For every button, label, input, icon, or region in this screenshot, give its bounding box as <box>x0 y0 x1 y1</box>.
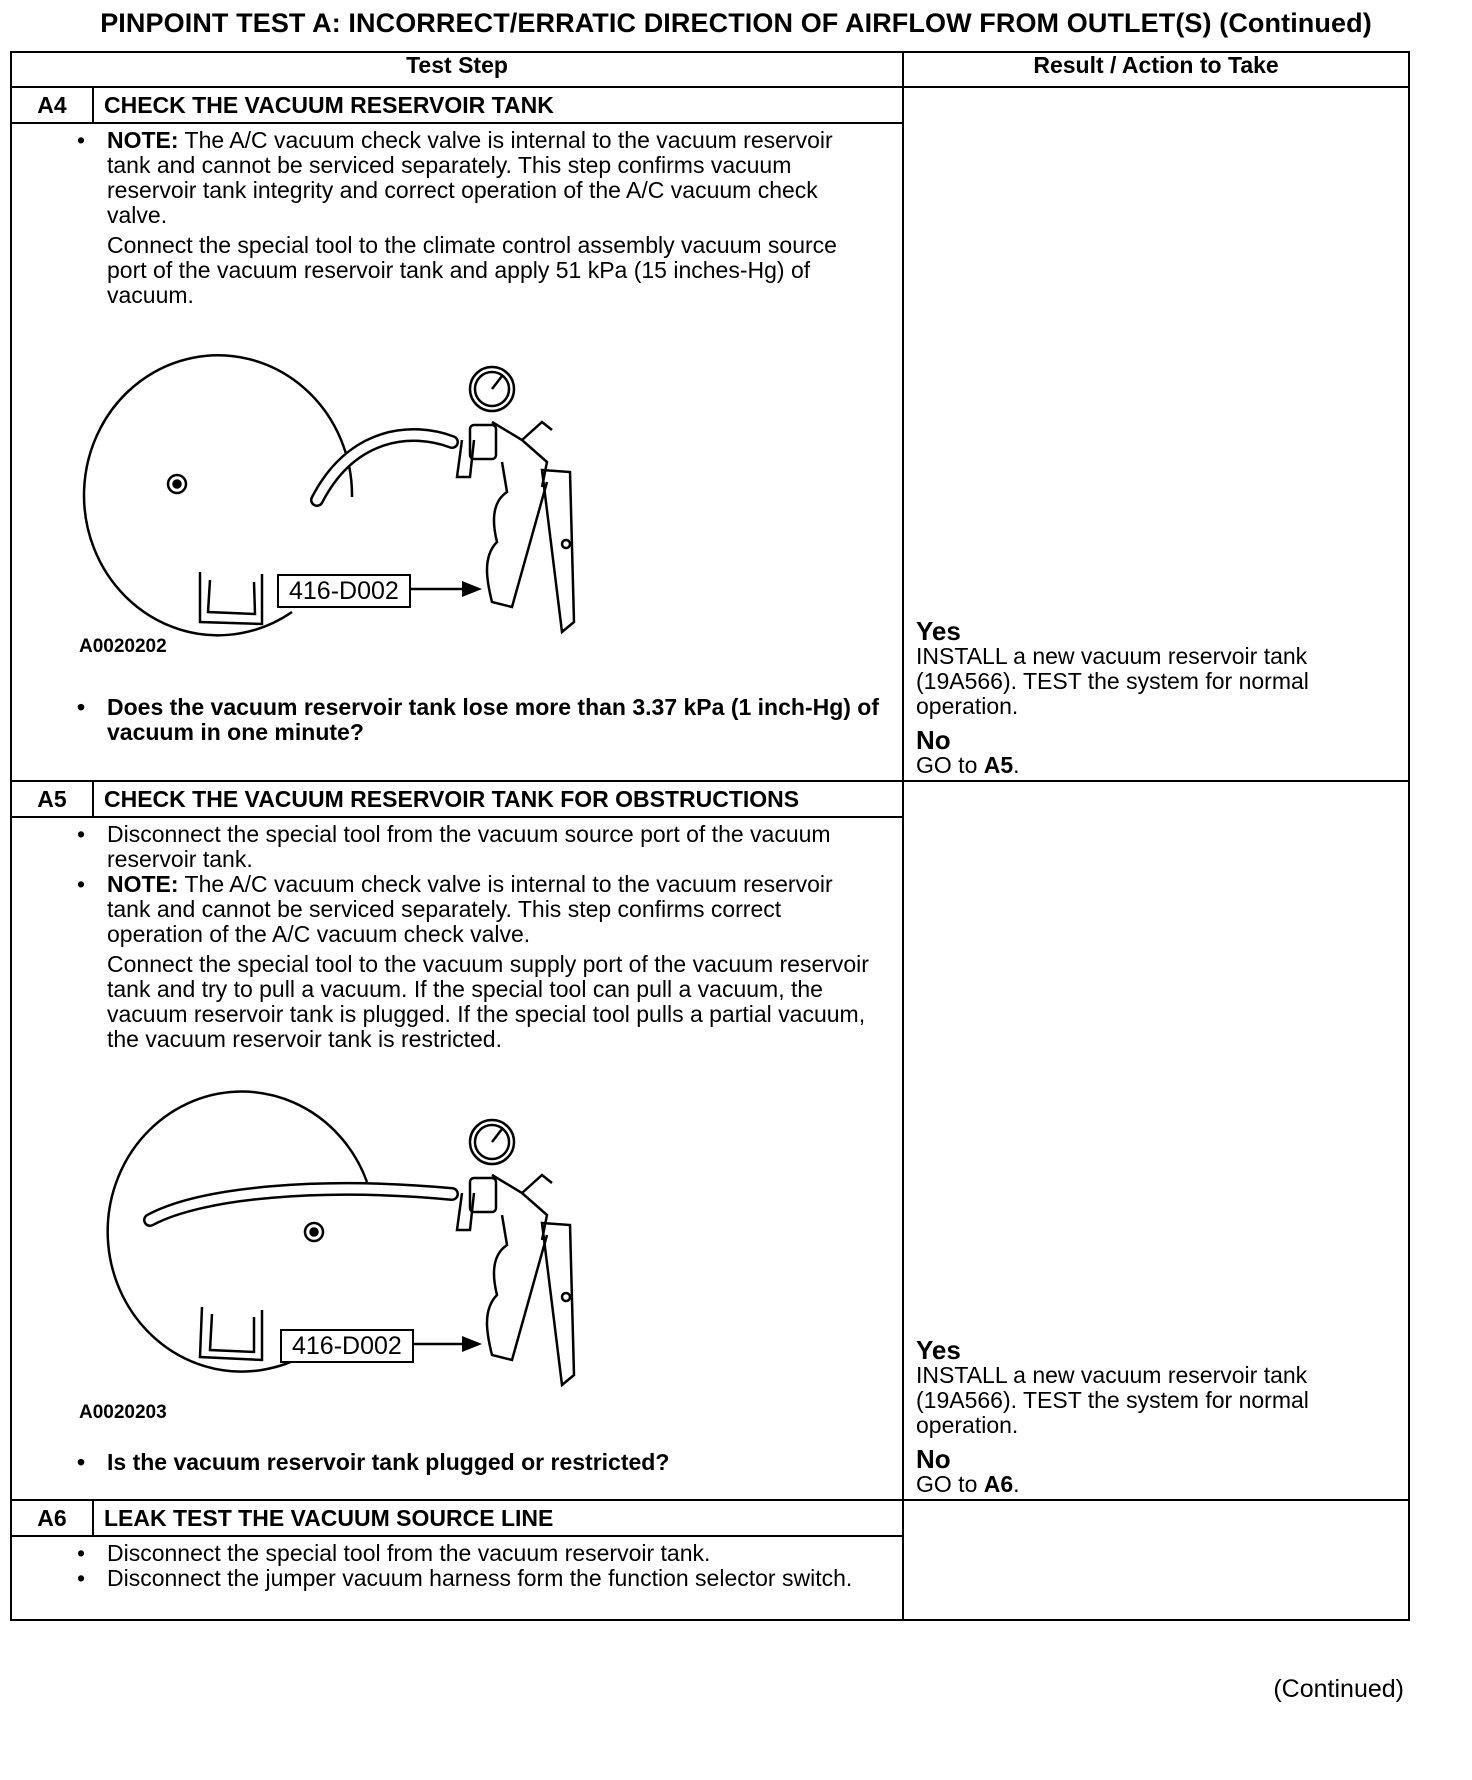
yes-label: Yes <box>916 1335 961 1365</box>
yes-label: Yes <box>916 616 961 646</box>
header-test-step: Test Step <box>11 52 903 87</box>
step-a5-body <box>11 817 903 1500</box>
figure-code: A0020203 <box>79 1402 167 1423</box>
yes-action: INSTALL a new vacuum reservoir tank (19A566). TEST the system for normal operation. <box>916 1362 1309 1438</box>
vacuum-tank-figure <box>22 322 642 702</box>
no-action: GO to A6. <box>916 1471 1020 1497</box>
tool-label: 416-D002 <box>280 1329 414 1363</box>
step-id: A5 <box>11 781 93 817</box>
step-id: A4 <box>11 87 93 123</box>
step-title: CHECK THE VACUUM RESERVOIR TANK <box>93 87 903 123</box>
step-a4-result <box>903 87 1409 781</box>
step-a6-title-row <box>11 1500 1409 1536</box>
instruction-text: Connect the special tool to the vacuum supply port of the vacuum reservoir tank and try to pull a vacuum. If the special tool can pull a vacuum, the vacuum reservoir tank is plugged. If the special tool pulls a partial vacuum, the vacuum reservoir tank is restricted. <box>107 951 869 1052</box>
figure-code: A0020202 <box>79 636 167 657</box>
question-bullet: • Is the vacuum reservoir tank plugged or restricted? <box>107 1450 882 1475</box>
step-a6-result <box>903 1500 1409 1620</box>
step-id: A6 <box>11 1500 93 1536</box>
pinpoint-test-table <box>10 51 1410 1621</box>
disconnect-harness-bullet: • Disconnect the jumper vacuum harness form the function selector switch. <box>107 1566 882 1591</box>
note-bullet: • NOTE: The A/C vacuum check valve is internal to the vacuum reservoir tank and cannot be serviced separately. This step confirms correct operation of the A/C vacuum check valve. <box>107 872 882 947</box>
yes-action: INSTALL a new vacuum reservoir tank (19A566). TEST the system for normal operation. <box>916 643 1309 719</box>
note-bullet: • NOTE: The A/C vacuum check valve is internal to the vacuum reservoir tank and cannot be serviced separately. This step confirms vacuum reservoir tank integrity and correct operation of the A/C vacuum check valve. <box>107 128 882 228</box>
question-bullet: • Does the vacuum reservoir tank lose more than 3.37 kPa (1 inch-Hg) of vacuum in one minute? <box>107 695 882 745</box>
step-a4-body <box>11 123 903 781</box>
instruction-text: Connect the special tool to the climate control assembly vacuum source port of the vacuum reservoir tank and apply 51 kPa (15 inches-Hg) of vacuum. <box>107 232 837 308</box>
no-label: No <box>916 1444 951 1474</box>
step-a4-title-row <box>11 87 1409 123</box>
step-title: LEAK TEST THE VACUUM SOURCE LINE <box>93 1500 903 1536</box>
page-title: PINPOINT TEST A: INCORRECT/ERRATIC DIRECTION OF AIRFLOW FROM OUTLET(S) (Continued) <box>100 8 1372 38</box>
continued-label: (Continued) <box>1273 1675 1404 1703</box>
tool-label: 416-D002 <box>277 574 411 608</box>
step-title: CHECK THE VACUUM RESERVOIR TANK FOR OBSTRUCTIONS <box>93 781 903 817</box>
table-header-row <box>11 52 1409 87</box>
no-label: No <box>916 725 951 755</box>
header-result: Result / Action to Take <box>903 52 1409 87</box>
no-action: GO to A5. <box>916 752 1020 778</box>
disconnect-tool-bullet: • Disconnect the special tool from the vacuum reservoir tank. <box>107 1541 882 1566</box>
step-a5-title-row <box>11 781 1409 817</box>
step-a5-result <box>903 781 1409 1500</box>
disconnect-bullet: • Disconnect the special tool from the vacuum source port of the vacuum reservoir tank. <box>107 822 882 872</box>
step-a6-body <box>11 1536 903 1620</box>
vacuum-tank-figure <box>22 1082 642 1462</box>
